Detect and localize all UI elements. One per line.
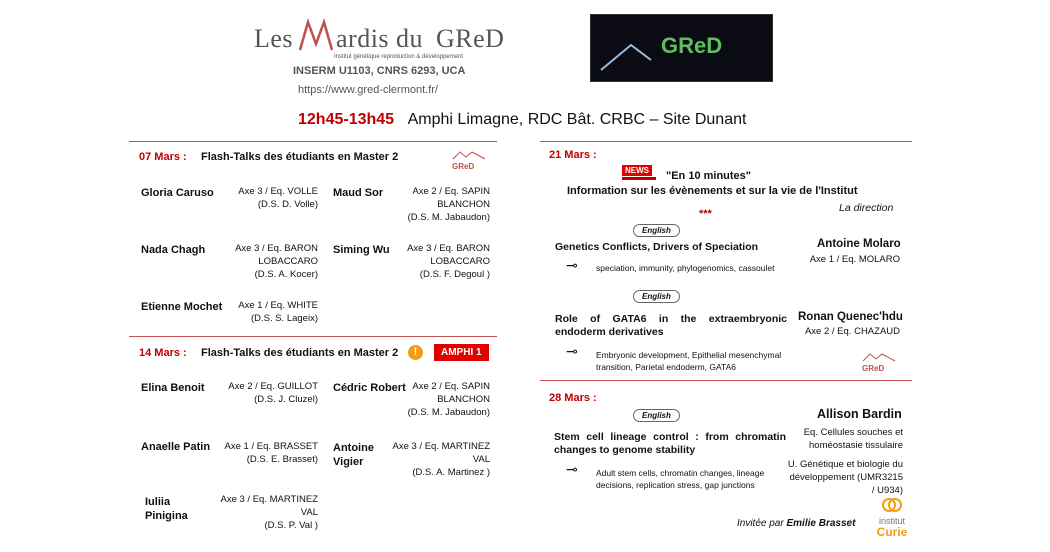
student-name: Siming Wu — [333, 244, 390, 256]
gred-small-label: GReD — [862, 364, 885, 373]
student-name: Anaelle Patin — [141, 441, 211, 453]
student-aff — [216, 380, 318, 406]
gred-arc-icon — [452, 150, 486, 160]
logo-m-icon — [298, 18, 334, 52]
institutions: INSERM U1103, CNRS 6293, UCA — [293, 65, 466, 77]
gred-small-logo — [452, 150, 486, 171]
news-info: Information sur les évènements et sur la vie de l'Institut — [567, 185, 858, 197]
student-name: Antoine Vigier — [333, 442, 374, 468]
student-aff — [210, 493, 318, 532]
student-name: Elina Benoit — [141, 382, 205, 394]
key-icon: ⊸ — [566, 343, 578, 359]
student-aff — [216, 299, 318, 325]
student-team: Axe 3 / Eq. VOLLE — [238, 186, 318, 197]
talk-title: Genetics Conflicts, Drivers of Speciation — [555, 241, 759, 253]
talk-keywords: Adult stem cells, chromatin changes, lineage decisions, replication stress, gap junctions — [596, 468, 765, 490]
student-ds: (D.S. D. Volle) — [257, 199, 318, 210]
news-quote: "En 10 minutes" — [666, 170, 752, 182]
speaker-name: Ronan Quenec'hdu — [798, 311, 903, 323]
student-name: Cédric Robert — [333, 382, 406, 394]
student-ds: (D.S. A. Kocer) — [254, 269, 318, 280]
talk-keywords: Embryonic development, Epithelial mesenchymal transition, Parietal endoderm, GATA6 — [596, 350, 782, 372]
time-location — [298, 111, 746, 129]
speaker-aff: Axe 2 / Eq. CHAZAUD — [804, 326, 900, 337]
talk-title: Role of GATA6 in the extraembryonic endoderm derivatives — [555, 313, 787, 338]
curie-logo — [872, 498, 912, 538]
rule-right-top — [540, 141, 912, 142]
student-aff — [395, 380, 490, 419]
english-badge: English — [633, 224, 680, 237]
student-name: Maud Sor — [333, 187, 384, 199]
student-team: Axe 3 / Eq. BARON LOBACCARO — [407, 243, 490, 267]
invited-by — [737, 518, 855, 529]
gred-small-logo — [862, 352, 896, 373]
news-underline — [622, 177, 656, 180]
student-team: Axe 2 / Eq. GUILLOT — [228, 381, 318, 392]
gred-small-label: GReD — [452, 162, 475, 171]
location: Amphi Limagne, RDC Bât. CRBC – Site Dunant — [407, 111, 747, 128]
date-14-mars: 14 Mars : — [139, 347, 187, 359]
rule-left-mid — [129, 336, 497, 337]
student-ds: (D.S. F. Degoul ) — [419, 269, 490, 280]
institute-photo — [590, 14, 773, 82]
student-team: Axe 3 / Eq. BARON LOBACCARO — [235, 243, 318, 267]
student-team: Axe 2 / Eq. SAPIN BLANCHON — [412, 381, 490, 405]
rule-left-top — [129, 141, 497, 142]
student-ds: (D.S. S. Lageix) — [250, 313, 318, 324]
student-name: Gloria Caruso — [141, 187, 214, 199]
student-aff — [216, 242, 318, 281]
gred-arc-icon — [862, 352, 896, 362]
student-aff — [395, 242, 490, 281]
student-ds: (D.S. M. Jabaudon) — [407, 407, 490, 418]
student-name: Etienne Mochet — [141, 301, 223, 313]
student-team: Axe 1 / Eq. WHITE — [238, 300, 318, 311]
curie-mark-icon — [882, 498, 902, 512]
date-28-mars: 28 Mars : — [549, 392, 597, 404]
key-icon: ⊸ — [566, 461, 578, 477]
speaker-name: Allison Bardin — [817, 407, 902, 421]
talk-title: Stem cell lineage control : from chromatin changes to genome stability — [554, 431, 786, 456]
news-badge: NEWS — [622, 165, 652, 176]
amphi-badge: AMPHI 1 — [434, 344, 489, 361]
speaker-name: Antoine Molaro — [817, 238, 901, 250]
header-logo — [254, 12, 505, 60]
student-name: Nada Chagh — [141, 244, 206, 256]
logo-mardis: ardis du — [336, 24, 424, 53]
logo-les: Les — [254, 24, 294, 53]
student-name: Iuliia Pinigina — [145, 496, 188, 522]
warning-icon: ! — [408, 345, 423, 360]
rule-right-mid — [540, 380, 912, 381]
student-ds: (D.S. E. Brasset) — [246, 454, 318, 465]
student-aff — [216, 185, 318, 211]
english-badge: English — [633, 409, 680, 422]
logo-subtitle: Institut génétique reproduction & développement — [334, 54, 464, 60]
english-badge: English — [633, 290, 680, 303]
curie-institut: institut — [878, 516, 905, 526]
logo-gred: GReD — [436, 24, 505, 53]
student-team: Axe 1 / Eq. BRASSET — [224, 441, 318, 452]
student-team: Axe 3 / Eq. MARTINEZ VAL — [392, 441, 490, 465]
student-ds: (D.S. A. Martinez ) — [412, 467, 490, 478]
speaker-aff-unit: U. Génétique et biologie du développement (UMR3215 / U934) — [787, 459, 903, 496]
institute-url[interactable]: https://www.gred-clermont.fr/ — [298, 84, 438, 96]
student-aff — [395, 185, 490, 224]
speaker-aff-team: Eq. Cellules souches et homéostasie tissulaire — [803, 427, 903, 451]
section-title-2: Flash-Talks des étudiants en Master 2 — [201, 347, 399, 359]
invited-name: Emilie Brasset — [786, 518, 856, 529]
direction-signature: La direction — [839, 202, 894, 214]
speaker-aff: Axe 1 / Eq. MOLARO — [809, 254, 900, 265]
date-07-mars: 07 Mars : — [139, 151, 187, 163]
date-21-mars: 21 Mars : — [549, 149, 597, 161]
time: 12h45-13h45 — [298, 111, 395, 128]
student-aff — [385, 440, 490, 479]
section-title-1: Flash-Talks des étudiants en Master 2 — [201, 151, 399, 163]
curie-name: Curie — [876, 525, 908, 539]
invited-prefix: Invitée par — [737, 518, 784, 529]
student-ds: (D.S. J. Cluzel) — [254, 394, 318, 405]
student-team: Axe 3 / Eq. MARTINEZ VAL — [220, 494, 318, 518]
student-aff — [216, 440, 318, 466]
separator-stars: *** — [699, 208, 712, 220]
student-ds: (D.S. M. Jabaudon) — [407, 212, 490, 223]
photo-label: GReD — [661, 33, 723, 58]
talk-keywords: speciation, immunity, phylogenomics, cassoulet — [596, 263, 775, 273]
student-ds: (D.S. P. Val ) — [264, 520, 318, 531]
key-icon: ⊸ — [566, 257, 578, 273]
student-team: Axe 2 / Eq. SAPIN BLANCHON — [412, 186, 490, 210]
